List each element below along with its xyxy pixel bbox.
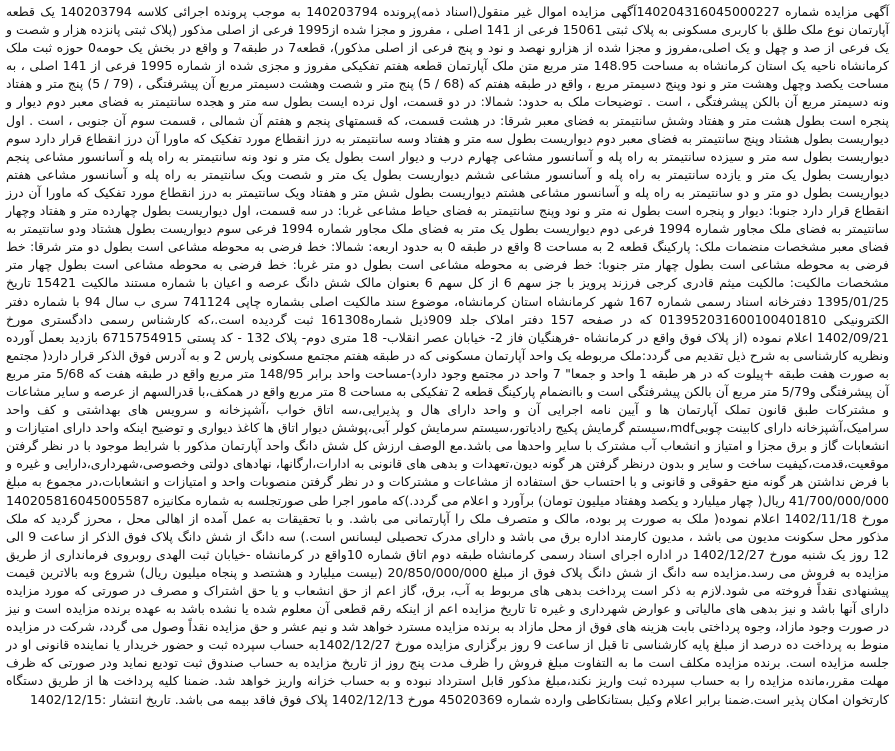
auction-notice [6, 3, 889, 709]
auction-notice-text: آگهی مزایده شماره 140204316045000227آگهی مزایده اموال غیر منقول(اسناد ذمه)پرونده 140203794 به موجب پرونده اجرائی کلاسه 140203794 یک قطعه آپارتمان نوع ملک طلق با کاربری مسکونی به پلاک ثبتی 15061 فرعی از 141 اصلی ، مفروز و مجزا شده از1995 فرعی از اصلی مذکور (پلاک ثبتی پانزده هزار و شصت و یک فرعی از صد و چهل و یک اصلی،مفروز و مجزا شده از هزارو نهصد و نود و پنج فرعی از اصلی مذکور)، قطعه7 در طبقه7 و واقع در بخش یک حومه0 حوزه ثبت ملک کرمانشاه ناحیه یک استان کرمانشاه به مساحت 148.95 متر مربع متن ملک آپارتمان قطعه هفتم تفکیکی مفروز و مجزی شده از شماره 1995 فرعی از 141 اصلی ، به مساحت یکصد وچهل وهشت متر و نود وپنج دسیمتر مربع ، واقع در طبقه هفتم که (68 / 5) پنج متر و شصت وهشت دسیمتر مربع آن پیشرفتگی ، (79 / 5) پنج متر و هفتاد ونه دسیمتر مربع آن بالکن پیشرفتگی ، است . توضیحات ملک به حدود: شمالا: در دو قسمت، اول نرده ایست بطول سه متر و هجده سانتیمتر به فضای معبر دوم دیوار و پنجره است بطول هشت متر و هفتاد وشش سانتیمتر به فضای معبر شرقا: در هشت قسمت، که قسمتهای پنجم و هفتم آن شمالی ، قسمت سوم آن جنوبی ، است . اول دیواریست بطول هشتاد وپنج سانتیمتر به فضای معبر دوم دیواریست بطول سه متر و هفتاد وسه سانتیمتر به درز انقطاع مورد تفکیک که ماورا آن درز انقطاع قرار دارد سوم دیواریست بطول سه متر و سیزده سانتیمتر به راه پله و آسانسور مشاعی چهارم درب و دیوار است بطول یک متر و نود ونه سانتیمتر به راه پله و آسانسور مشاعی پنجم دیواریست بطول یک متر و یازده سانتیمتر به راه پله و آسانسور مشاعی ششم دیواریست بطول یک متر و شصت ویک سانتیمتر به راه پله و آسانسور مشاعی هفتم دیواریست بطول دو متر و دو سانتیمتر به راه پله و آسانسور مشاعی هشتم دیواریست بطول شش متر و هفتاد ویک سانتیمتر به درز انقطاع مورد تفکیک که ماورا آن درز انقطاع قرار دارد جنوبا: دیوار و پنجره است بطول نه متر و نود وپنج سانتیمتر به فضای حیاط مشاعی غربا: در سه قسمت، اول دیواریست بطول چهارده متر و هفتاد وچهار سانتیمتر به فضای ملک مجاور شماره 1994 فرعی دوم دیواریست بطول یک متر به فضای ملک مجاور شماره 1994 فرعی سوم دیواریست بطول هشتاد ودو سانتیمتر به فضای معبر مشخصات منضمات ملک: پارکینگ قطعه 2 به مساحت 8 واقع در طبقه 0 به حدود اربعه: شمالا: خط فرضی به محوطه مشاعی است بطول دو متر شرقا: خط فرضی به محوطه مشاعی است بطول چهار متر جنوبا: خط فرضی به محوطه مشاعی است بطول دو متر غربا: خط فرضی به محوطه مشاعی است بطول چهار متر مشخصات مالکیت: مالکیت میثم قادری کرجی فرزند پرویز با جز سهم 6 از کل سهم 6 بعنوان مالک شش دانگ عرصه و اعیان با شماره مستند مالکیت 15421 تاریخ 1395/01/25 دفترخانه اسناد رسمی شماره 167 شهر کرمانشاه استان کرمانشاه، موضوع سند مالکیت اصلی بشماره چاپی 741124 سری ب سال 94 با شماره دفتر الکترونیکی 013952031600100401810 که در صفحه 157 دفتر املاک جلد 909ذیل شماره161308 ثبت گردیده است.،که کارشناس رسمی دادگستری مورخ 1402/09/21 اعلام نموده (از پلاک فوق واقع در کرمانشاه -فرهنگیان فاز 2- خیابان عصر انقلاب- 18 متری دوم- پلاک 132 - کد پستی 6715754915 بازدید بعمل آورده ونظریه کارشناسی به شرح ذیل تقدیم می گردد:ملک مربوطه یک واحد آپارتمان مسکونی که در طبقه هفتم مجتمع مسکونی پارس 2 و به آدرس فوق الذکر قرار دارد( مجتمع به صورت هفت طبقه +پیلوت که در هر طبقه 1 واحد و جمعا" 7 واحد در مجتمع وجود دارد)-مساحت واحد برابر 148/95 متر مربع واقع در طبقه هفت که 5/68 متر مربع آن پیشرفتگی و5/79 متر مربع آن بالکن پیشرفتگی است و باانضمام پارکینگ قطعه 2 تفکیکی به مساحت 8 متر مربع واقع در همکف،با قدرالسهم از عرصه و سایر مشاعات و مشترکات طبق قانون تملک آپارتمان ها و آیین نامه اجرایی آن و واحد دارای هال و پذیرایی،سه اتاق خواب ،آشپزخانه و سرویس های بهداشتی و کف واحد سرامیک،آشپزخانه دارای کابینت چوبیmdf،سیستم گرمایش پکیج رادیاتور،سیستم سرمایش کولر آبی،پوشش دیوار اتاق ها کاغذ دیواری و توضیح اینکه واحد دارای امتیازات و انشعابات گاز و برق مجزا و امتیاز و انشعاب آب مشترک با سایر واحدها می باشد.مع الوصف ارزش کل شش دانگ واحد آپارتمان مذکور با شرایط موجود با در نظر گرفتن موقعیت،قدمت،کیفیت ساخت و سایر و بدون درنظر گرفتن هر گونه دیون،تعهدات و بدهی های قانونی به ادارات،ارگانها، نهادهای دولتی وخصوصی،شهرداری،دارایی و غیره و با فرض نداشتن هر گونه منع حقوقی و قانونی و با احتساب حق استفاده از مشاعات و مشترکات و در نظر گرفتن منصوبات واحد و امتیازات و انشعابات،در مجموع به مبلغ 41/700/000/000 ریال( چهار میلیارد و یکصد وهفتاد میلیون تومان) برآورد و اعلام می گردد.)که مامور اجرا طی صورتجلسه به شماره مکانیزه 140205816045005587 مورخ 1402/11/18 اعلام نموده( ملک به صورت پر بوده، مالک و متصرف ملک را آپارتمانی می باشد. و با تحقیقات به عمل آمده از اهالی محل ، محرز گردید که ملک مذکور محل سکونت مدیون می باشد ، مدیون کارمند اداره برق می باشد و دارای مدرک تحصیلی لیسانس است.) سه دانگ از شش دانگ پلاک فوق الذکر از ساعت 9 الی 12 روز یک شنبه مورخ 1402/12/27 در اداره اجرای اسناد رسمی کرمانشاه طبقه دوم اتاق شماره 10واقع در کرمانشاه -خیابان ثبت الهدی روبروی فرمانداری از طریق مزایده به فروش می رسد.مزایده سه دانگ از شش دانگ پلاک فوق از مبلغ 20/850/000/000 (بیست میلیارد و هشتصد و پنجاه میلیون ریال) شروع وبه بالاترین قیمت پیشنهادی نقداً فروخته می شود.لازم به ذکر است پرداخت بدهی های مربوط به آب، برق، گاز اعم از حق انشعاب و یا حق اشتراک و مصرف در صورتی که مورد مزایده دارای آنها باشد و نیز بدهی های مالیاتی و عوارض شهرداری و غیره تا تاریخ مزایده اعم از اینکه رقم قطعی آن معلوم شده یا نشده باشد به عهده برنده مزایده است و نیز در صورت وجود مازاد، وجوه پرداختی بابت هزینه های فوق از محل مازاد به برنده مزایده مسترد خواهد شد و نیم عشر و حق مزایده نقداً وصول می گردد، شرکت در مزایده منوط به پرداخت ده درصد از مبلغ پایه کارشناسی تا قبل از ساعت 9 روز برگزاری مزایده مورخ 1402/12/27به حساب سپرده ثبت و حضور خریدار یا نماینده قانونی او در جلسه مزایده است. برنده مزایده مکلف است ما به التفاوت مبلغ فروش را ظرف مدت پنج روز از تاریخ مزایده به حساب صندوق ثبت تودیع نماید ودر صورتی که ظرف مهلت مقرر،مانده مزایده را به حساب سپرده ثبت واریز نکند،مبلغ مذکور قابل استرداد نبوده و به حساب خزانه واریز خواهد شد. ضمنا کلیه پرداخت ها از طریق دستگاه کارتخوان امکان پذیر است.ضمنا برابر اعلام وکیل بستانکاطی وارده شماره 45020369 مورخ 1402/12/13 پلاک فوق فاقد بیمه می باشد. تاریخ انتشار :1402/12/15 [6, 4, 890, 707]
